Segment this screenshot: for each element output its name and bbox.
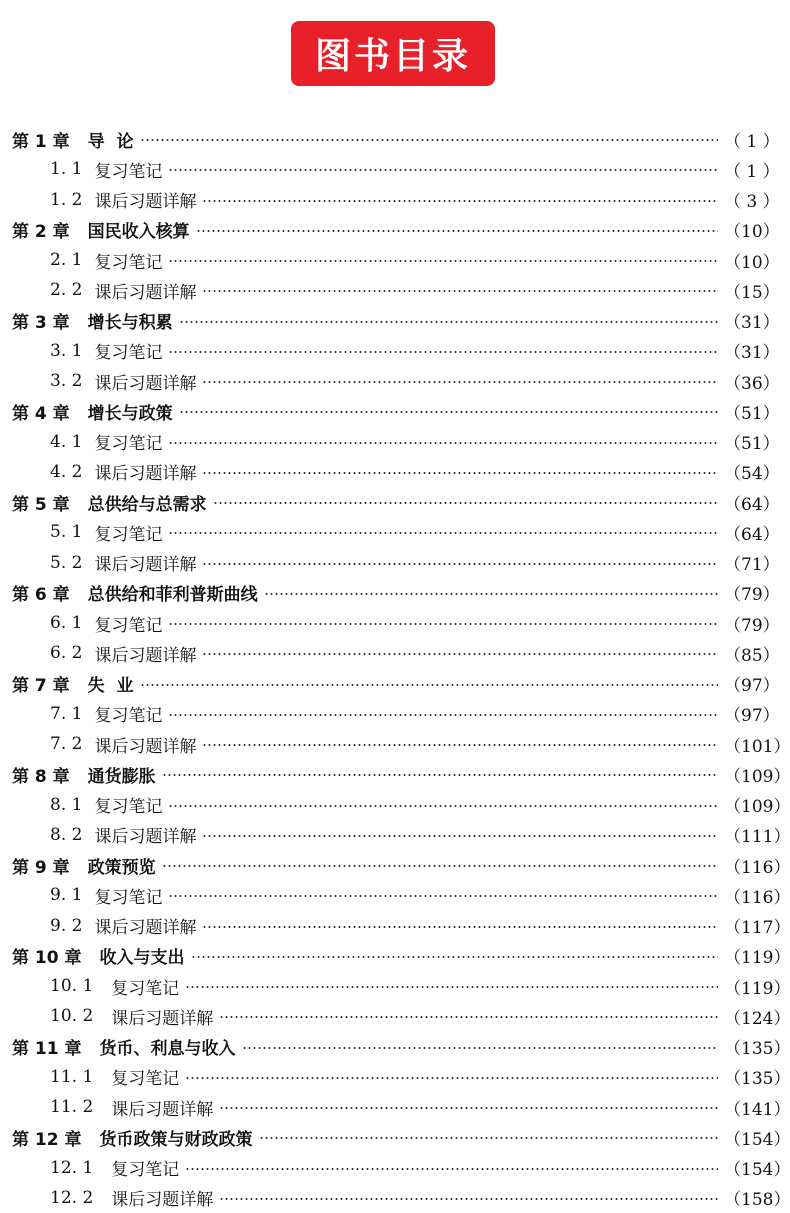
toc-section-entry[interactable] (0, 154, 790, 184)
dot-leader (179, 411, 718, 413)
page-number: （79） (724, 585, 780, 606)
dot-leader (196, 230, 718, 232)
toc-section-entry[interactable] (0, 185, 790, 215)
page-number: （135） (724, 1069, 790, 1090)
toc-section-entry[interactable] (0, 427, 790, 457)
section-title: 复习笔记 (94, 343, 163, 364)
section-number: 9. 1 (50, 885, 83, 906)
chapter-number: 第 5 章 (12, 494, 70, 515)
dot-leader (185, 1077, 718, 1079)
dot-leader (202, 744, 718, 746)
section-number: 9. 2 (50, 915, 83, 936)
toc-section-entry[interactable] (0, 608, 790, 638)
toc-section-entry[interactable] (0, 1153, 790, 1183)
chapter-title: 国民收入核算 (87, 222, 190, 243)
section-number: 2. 1 (50, 250, 83, 270)
page-number: （71） (724, 555, 780, 575)
page-number: （109） (724, 766, 790, 787)
section-number: 11. 1 (50, 1066, 94, 1087)
dot-leader (191, 956, 719, 958)
section-number: 11. 2 (50, 1097, 94, 1117)
dot-leader (264, 593, 718, 595)
section-title: 复习笔记 (111, 978, 180, 999)
dot-leader (185, 1168, 718, 1170)
toc-section-entry[interactable] (0, 1001, 790, 1031)
dot-leader (168, 623, 718, 625)
chapter-number: 第 9 章 (12, 857, 70, 878)
toc-section-entry[interactable] (0, 517, 790, 547)
page-number: （85） (724, 645, 780, 666)
dot-leader (185, 986, 718, 988)
section-title: 复习笔记 (94, 887, 163, 908)
section-title: 课后习题详解 (111, 1099, 214, 1120)
dot-leader (202, 290, 718, 292)
page-number: （154） (724, 1160, 790, 1180)
toc-chapter-entry[interactable] (0, 578, 790, 608)
toc-section-entry[interactable] (0, 457, 790, 487)
section-number: 10. 1 (50, 976, 94, 996)
section-title: 课后习题详解 (94, 282, 197, 303)
section-number: 5. 2 (50, 552, 83, 573)
toc-section-entry[interactable] (0, 366, 790, 396)
section-title: 复习笔记 (111, 1160, 180, 1180)
chapter-title: 政策预览 (87, 857, 156, 878)
page-number: （119） (724, 948, 790, 969)
dot-leader (168, 260, 718, 262)
dot-leader (259, 1137, 719, 1139)
section-number: 3. 1 (50, 340, 83, 361)
page-number: （64） (724, 524, 780, 545)
chapter-title: 总供给和菲利普斯曲线 (87, 585, 258, 606)
chapter-title: 通货膨胀 (87, 766, 156, 787)
dot-leader (168, 532, 718, 534)
page-number: （111） (724, 827, 790, 848)
toc-section-entry[interactable] (0, 699, 790, 729)
section-title: 复习笔记 (94, 797, 163, 817)
dot-leader (168, 805, 718, 807)
dot-leader (162, 865, 718, 867)
page-number: （116） (724, 887, 790, 908)
chapter-number: 第 2 章 (12, 222, 70, 243)
toc-section-entry[interactable] (0, 336, 790, 366)
page-number: （10） (724, 252, 780, 273)
dot-leader (168, 442, 718, 444)
toc-chapter-entry[interactable] (0, 850, 790, 880)
section-title: 复习笔记 (94, 252, 163, 273)
page-number: （51） (724, 434, 780, 454)
dot-leader (202, 835, 718, 837)
toc-section-entry[interactable] (0, 638, 790, 668)
chapter-title: 收入与支出 (99, 948, 185, 969)
page-number: （97） (724, 706, 780, 727)
page-number: （79） (724, 615, 780, 636)
chapter-number: 第 7 章 (12, 676, 70, 696)
toc-section-entry[interactable] (0, 971, 790, 1001)
page-number: （ 1 ） (724, 131, 780, 152)
toc-section-entry[interactable] (0, 1183, 790, 1213)
chapter-title: 增长与积累 (87, 313, 173, 333)
toc-chapter-entry[interactable] (0, 1122, 790, 1152)
chapter-number: 第 12 章 (12, 1129, 82, 1150)
dot-leader (168, 895, 718, 897)
section-number: 1. 2 (50, 189, 83, 210)
section-title: 课后习题详解 (94, 373, 197, 394)
page-number: （97） (724, 676, 780, 696)
page-number: （101） (724, 736, 790, 757)
section-number: 4. 2 (50, 461, 83, 482)
chapter-title: 增长与政策 (87, 403, 173, 424)
dot-leader (219, 1107, 718, 1109)
toc-section-entry[interactable] (0, 245, 790, 275)
dot-leader (242, 1047, 719, 1049)
section-number: 6. 2 (50, 643, 83, 664)
section-number: 6. 1 (50, 613, 83, 633)
page-title: 图书目录 (291, 21, 495, 86)
section-title: 复习笔记 (94, 706, 163, 727)
page-number: （31） (724, 343, 780, 364)
chapter-number: 第 4 章 (12, 403, 70, 424)
page-number: （158） (724, 1190, 790, 1211)
toc-chapter-entry[interactable] (0, 124, 790, 154)
section-number: 10. 2 (50, 1006, 94, 1027)
page-number: （10） (724, 222, 780, 243)
page-number: （141） (724, 1099, 790, 1120)
page-number: （119） (724, 978, 790, 999)
section-number: 4. 1 (50, 431, 83, 452)
page-number: （ 1 ） (724, 161, 780, 182)
dot-leader (202, 926, 718, 928)
toc-section-entry[interactable] (0, 548, 790, 578)
page-number: （135） (724, 1039, 790, 1059)
chapter-number: 第 8 章 (12, 766, 70, 787)
page-number: （ 3 ） (724, 192, 780, 212)
chapter-number: 第 6 章 (12, 585, 70, 606)
section-number: 1. 1 (50, 159, 83, 180)
page-number: （36） (724, 373, 780, 394)
section-title: 复习笔记 (94, 161, 163, 182)
dot-leader (179, 321, 718, 323)
section-number: 3. 2 (50, 371, 83, 391)
page-number: （124） (724, 1008, 790, 1029)
toc-chapter-entry[interactable] (0, 669, 790, 699)
section-title: 课后习题详解 (94, 736, 197, 757)
page-number: （117） (724, 918, 790, 938)
dot-leader (168, 714, 718, 716)
section-title: 课后习题详解 (111, 1190, 214, 1211)
toc-section-entry[interactable] (0, 790, 790, 820)
section-title: 复习笔记 (94, 615, 163, 636)
chapter-number: 第 3 章 (12, 313, 70, 333)
dot-leader (202, 200, 718, 202)
chapter-number: 第 11 章 (12, 1039, 82, 1059)
section-title: 课后习题详解 (111, 1008, 214, 1029)
section-title: 课后习题详解 (94, 192, 197, 212)
dot-leader (213, 502, 718, 504)
toc-chapter-entry[interactable] (0, 1032, 790, 1062)
chapter-title: 总供给与总需求 (87, 494, 207, 515)
chapter-title: 导 论 (87, 131, 134, 152)
section-title: 复习笔记 (111, 1069, 180, 1090)
toc-chapter-entry[interactable] (0, 487, 790, 517)
dot-leader (202, 381, 718, 383)
dot-leader (140, 139, 718, 141)
section-number: 8. 2 (50, 824, 83, 845)
chapter-number: 第 10 章 (12, 948, 82, 969)
section-title: 复习笔记 (94, 434, 163, 454)
dot-leader (168, 351, 718, 353)
toc-section-entry[interactable] (0, 1062, 790, 1092)
toc-section-entry[interactable] (0, 1092, 790, 1122)
toc-section-entry[interactable] (0, 275, 790, 305)
toc-chapter-entry[interactable] (0, 941, 790, 971)
page-number: （31） (724, 313, 780, 333)
section-number: 7. 2 (50, 734, 83, 754)
dot-leader (202, 653, 718, 655)
section-number: 12. 2 (50, 1187, 94, 1208)
toc-section-entry[interactable] (0, 820, 790, 850)
page-number: （54） (724, 464, 780, 485)
section-number: 2. 2 (50, 280, 83, 301)
page-number: （64） (724, 494, 780, 515)
chapter-title: 货币、利息与收入 (99, 1039, 236, 1059)
chapter-number: 第 1 章 (12, 131, 70, 152)
dot-leader (202, 472, 718, 474)
toc-section-entry[interactable] (0, 911, 790, 941)
chapter-title: 货币政策与财政政策 (99, 1129, 253, 1150)
dot-leader (140, 684, 718, 686)
page-number: （116） (724, 857, 790, 878)
dot-leader (219, 1016, 718, 1018)
toc-chapter-entry[interactable] (0, 215, 790, 245)
page-number: （51） (724, 403, 780, 424)
toc-chapter-entry[interactable] (0, 759, 790, 789)
section-number: 12. 1 (50, 1157, 94, 1178)
section-number: 8. 1 (50, 794, 83, 815)
dot-leader (162, 774, 718, 776)
section-number: 7. 1 (50, 703, 83, 724)
toc-chapter-entry[interactable] (0, 396, 790, 426)
section-title: 课后习题详解 (94, 464, 197, 485)
page-number: （154） (724, 1129, 790, 1150)
section-number: 5. 1 (50, 522, 83, 543)
chapter-title: 失 业 (87, 676, 134, 696)
toc-section-entry[interactable] (0, 880, 790, 910)
dot-leader (168, 169, 718, 171)
dot-leader (219, 1198, 718, 1200)
section-title: 课后习题详解 (94, 918, 197, 938)
section-title: 课后习题详解 (94, 645, 197, 666)
dot-leader (202, 563, 718, 565)
toc-chapter-entry[interactable] (0, 306, 790, 336)
section-title: 课后习题详解 (94, 827, 197, 848)
section-title: 课后习题详解 (94, 555, 197, 575)
section-title: 复习笔记 (94, 524, 163, 545)
toc-section-entry[interactable] (0, 729, 790, 759)
page-number: （15） (724, 282, 780, 303)
page-number: （109） (724, 797, 790, 817)
